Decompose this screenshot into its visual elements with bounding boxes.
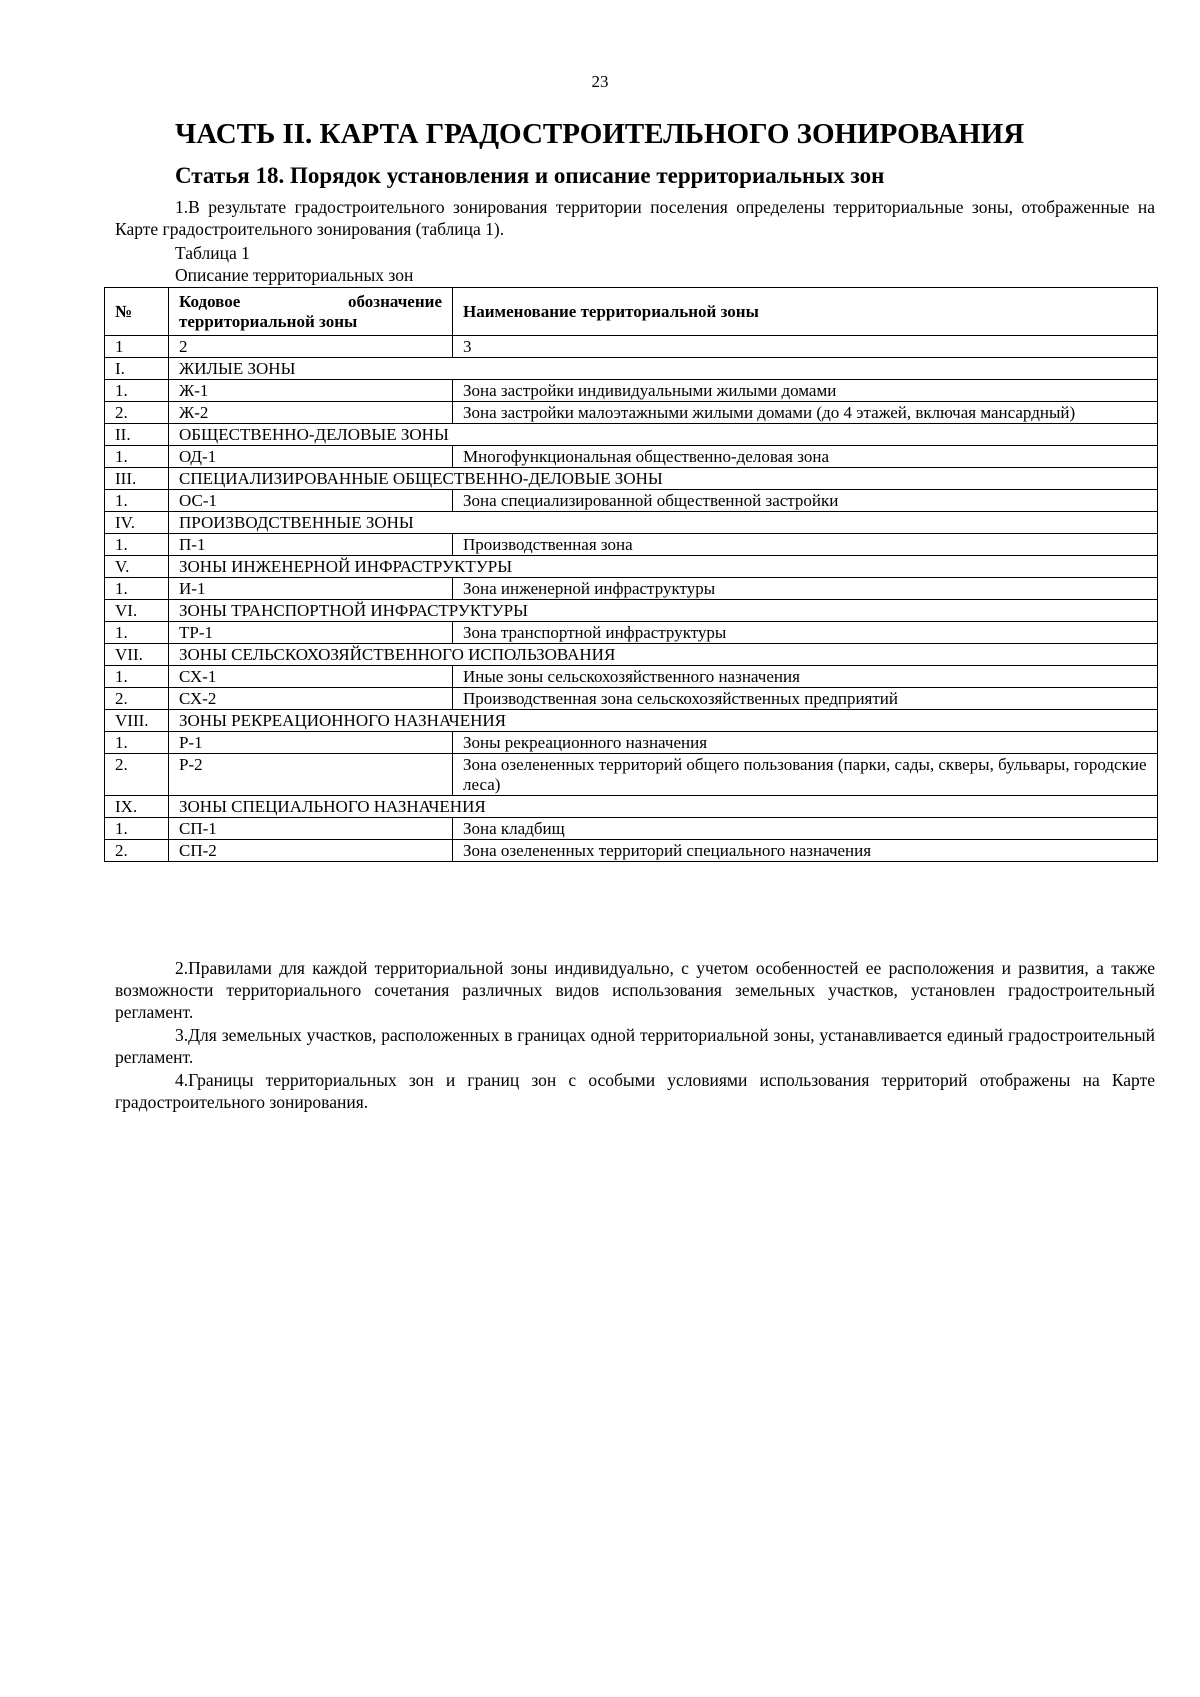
zones-table <box>104 287 1158 862</box>
zone-name: Зона озелененных территорий общего пользования (парки, сады, скверы, бульвары, городские леса) <box>453 754 1158 796</box>
zone-num: 1. <box>105 818 169 840</box>
section-title: ЗОНЫ СПЕЦИАЛЬНОГО НАЗНАЧЕНИЯ <box>169 796 1158 818</box>
zone-num: 2. <box>105 402 169 424</box>
section-title: ЗОНЫ ТРАНСПОРТНОЙ ИНФРАСТРУКТУРЫ <box>169 600 1158 622</box>
table-row <box>105 732 1158 754</box>
table-section-row <box>105 556 1158 578</box>
section-num: IV. <box>105 512 169 534</box>
zone-code: ОД-1 <box>169 446 453 468</box>
section-title: СПЕЦИАЛИЗИРОВАННЫЕ ОБЩЕСТВЕННО-ДЕЛОВЫЕ ЗОНЫ <box>169 468 1158 490</box>
section-title: ЗОНЫ РЕКРЕАЦИОННОГО НАЗНАЧЕНИЯ <box>169 710 1158 732</box>
zone-code: СП-2 <box>169 840 453 862</box>
section-num: III. <box>105 468 169 490</box>
zone-num: 2. <box>105 688 169 710</box>
zone-code: СП-1 <box>169 818 453 840</box>
zone-code: СХ-1 <box>169 666 453 688</box>
zones-table-body <box>105 336 1158 862</box>
section-num: VII. <box>105 644 169 666</box>
table-section-row <box>105 644 1158 666</box>
table-section-row <box>105 710 1158 732</box>
zone-code: СХ-2 <box>169 688 453 710</box>
zone-num: 1. <box>105 380 169 402</box>
zone-name: Зона застройки малоэтажными жилыми домами (до 4 этажей, включая мансардный) <box>453 402 1158 424</box>
section-title: ПРОИЗВОДСТВЕННЫЕ ЗОНЫ <box>169 512 1158 534</box>
table-row <box>105 402 1158 424</box>
zone-num: 1. <box>105 534 169 556</box>
article-title: Статья 18. Порядок установления и описание территориальных зон <box>175 163 885 188</box>
zone-num: 1. <box>105 666 169 688</box>
zone-num: 2. <box>105 840 169 862</box>
zone-name: Производственная зона <box>453 534 1158 556</box>
zone-name: Зона кладбищ <box>453 818 1158 840</box>
zone-code: ОС-1 <box>169 490 453 512</box>
zone-code: Р-2 <box>169 754 453 796</box>
zone-name: Зона транспортной инфраструктуры <box>453 622 1158 644</box>
zone-num: 1. <box>105 490 169 512</box>
zone-name: Зона озелененных территорий специального назначения <box>453 840 1158 862</box>
zone-code: Ж-2 <box>169 402 453 424</box>
paragraph-4: 4.Границы территориальных зон и границ зон с особыми условиями использования территорий отображены на Карте градостроительного зонирования. <box>115 1070 1155 1112</box>
table-section-row <box>105 512 1158 534</box>
table-row <box>105 754 1158 796</box>
zone-code: И-1 <box>169 578 453 600</box>
section-num: VI. <box>105 600 169 622</box>
table-row <box>105 380 1158 402</box>
zone-code: Ж-1 <box>169 380 453 402</box>
header-code-word1: Кодовое <box>179 292 241 311</box>
paragraph-1: 1.В результате градостроительного зонирования территории поселения определены территориальные зоны, отображенные на Карте градостроительного зонирования (таблица 1). <box>115 197 1155 239</box>
table-row <box>105 490 1158 512</box>
table-section-row <box>105 468 1158 490</box>
table-header-row <box>105 288 1158 336</box>
header-num: № <box>105 288 169 336</box>
table-label: Таблица 1 <box>175 243 250 263</box>
zone-name: Многофункциональная общественно-деловая зона <box>453 446 1158 468</box>
index-cell-3: 3 <box>453 336 1158 358</box>
zone-num: 1. <box>105 578 169 600</box>
table-row <box>105 666 1158 688</box>
zone-num: 2. <box>105 754 169 796</box>
table-section-row <box>105 796 1158 818</box>
section-num: I. <box>105 358 169 380</box>
zone-code: П-1 <box>169 534 453 556</box>
section-title: ЗОНЫ СЕЛЬСКОХОЗЯЙСТВЕННОГО ИСПОЛЬЗОВАНИЯ <box>169 644 1158 666</box>
zone-name: Зона застройки индивидуальными жилыми домами <box>453 380 1158 402</box>
index-cell-2: 2 <box>169 336 453 358</box>
table-section-row <box>105 358 1158 380</box>
header-code-line2: территориальной зоны <box>179 312 358 331</box>
zone-num: 1. <box>105 732 169 754</box>
header-code <box>169 288 453 336</box>
paragraph-3: 3.Для земельных участков, расположенных в границах одной территориальной зоны, устанавливается единый градостроительный регламент. <box>115 1025 1155 1067</box>
zone-name: Иные зоны сельскохозяйственного назначения <box>453 666 1158 688</box>
section-num: V. <box>105 556 169 578</box>
zone-name: Зона специализированной общественной застройки <box>453 490 1158 512</box>
part-title: ЧАСТЬ II. КАРТА ГРАДОСТРОИТЕЛЬНОГО ЗОНИРОВАНИЯ <box>175 118 1025 150</box>
zone-code: Р-1 <box>169 732 453 754</box>
table-row <box>105 688 1158 710</box>
zone-num: 1. <box>105 446 169 468</box>
paragraph-2: 2.Правилами для каждой территориальной зоны индивидуально, с учетом особенностей ее расположения и развития, а также возможности территориального сочетания различных видов использования земельных участков, установлен градостроительный регламент. <box>115 958 1155 1022</box>
table-row <box>105 578 1158 600</box>
table-row <box>105 818 1158 840</box>
table-row <box>105 534 1158 556</box>
table-index-row <box>105 336 1158 358</box>
section-title: ЖИЛЫЕ ЗОНЫ <box>169 358 1158 380</box>
zone-name: Производственная зона сельскохозяйственных предприятий <box>453 688 1158 710</box>
zone-code: ТР-1 <box>169 622 453 644</box>
table-section-row <box>105 600 1158 622</box>
table-row <box>105 840 1158 862</box>
table-row <box>105 446 1158 468</box>
zone-name: Зоны рекреационного назначения <box>453 732 1158 754</box>
section-title: ЗОНЫ ИНЖЕНЕРНОЙ ИНФРАСТРУКТУРЫ <box>169 556 1158 578</box>
header-code-word2: обозначение <box>348 292 442 311</box>
table-section-row <box>105 424 1158 446</box>
index-cell-1: 1 <box>105 336 169 358</box>
table-caption: Описание территориальных зон <box>175 265 414 285</box>
table-row <box>105 622 1158 644</box>
section-num: II. <box>105 424 169 446</box>
page-number: 23 <box>591 72 609 91</box>
section-num: IX. <box>105 796 169 818</box>
zone-num: 1. <box>105 622 169 644</box>
section-title: ОБЩЕСТВЕННО-ДЕЛОВЫЕ ЗОНЫ <box>169 424 1158 446</box>
header-name: Наименование территориальной зоны <box>453 288 1158 336</box>
zone-name: Зона инженерной инфраструктуры <box>453 578 1158 600</box>
section-num: VIII. <box>105 710 169 732</box>
